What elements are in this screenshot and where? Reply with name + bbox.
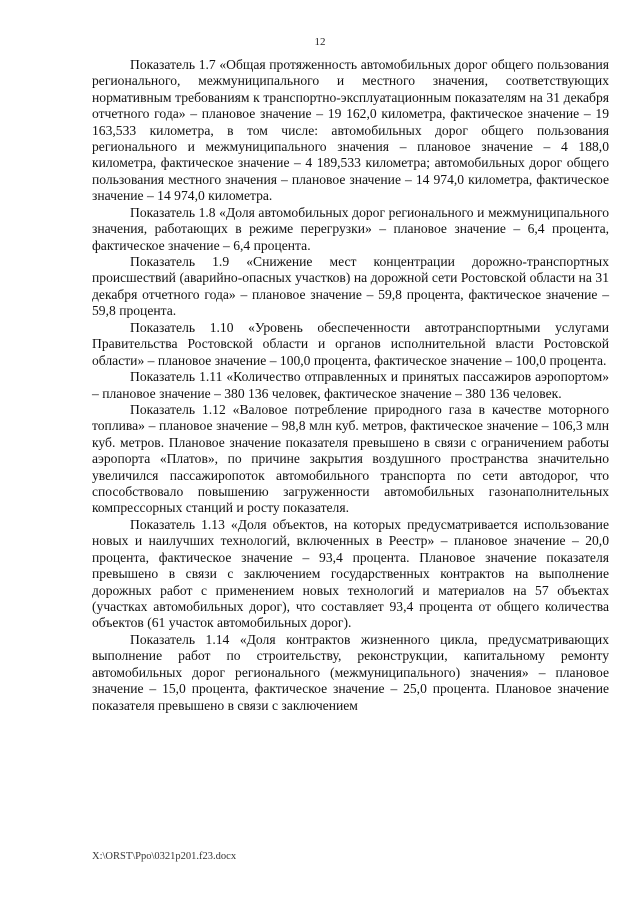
document-body	[92, 57, 609, 714]
paragraph-indicator-1-13: Показатель 1.13 «Доля объектов, на которых предусматривается использование новых и наилучших технологий, включенных в Реестр» – плановое значение – 20,0 процента, фактическое значение – 93,4 процента. Плановое значение показателя превышено в связи с заключением государственных контрактов на выполнение дорожных работ с применением новых технологий и материалов на 57 объектах (участках автомобильных дорог), что составляет 93,4 процента от общего количества объектов (61 участок автомобильных дорог).	[92, 516, 609, 631]
paragraph-indicator-1-12: Показатель 1.12 «Валовое потребление природного газа в качестве моторного топлива» – плановое значение – 98,8 млн куб. метров, фактическое значение – 106,3 млн куб. метров. Плановое значение показателя превышено в связи с ограничением работы аэропорта «Платов», по причине закрытия воздушного пространства значительно увеличился пассажиропоток автомобильного транспорта по сети автодорог, что способствовало повышению загруженности автомобильных газонаполнительных компрессорных станций и росту показателя.	[92, 402, 609, 516]
paragraph-indicator-1-14: Показатель 1.14 «Доля контрактов жизненного цикла, предусматривающих выполнение работ по строительству, реконструкции, капитальному ремонту автомобильных дорог регионального (межмуниципального) значения» – плановое значение – 15,0 процента, фактическое значение – 25,0 процента. Плановое значение показателя превышено в связи с заключением	[92, 631, 609, 713]
paragraph-indicator-1-8: Показатель 1.8 «Доля автомобильных дорог регионального и межмуниципального значения, работающих в режиме перегрузки» – плановое значение – 6,4 процента, фактическое значение – 6,4 процента.	[92, 204, 609, 253]
paragraph-indicator-1-7: Показатель 1.7 «Общая протяженность автомобильных дорог общего пользования регионального, межмуниципального и местного значения, соответствующих нормативным требованиям к транспортно-эксплуатационным показателям на 31 декабря отчетного года» – плановое значение – 19 162,0 километра, фактическое значение – 19 163,533 километра, в том числе: автомобильных дорог общего пользования регионального и межмуниципального значения – плановое значение – 4 188,0 километра, фактическое значение – 4 189,533 километра; автомобильных дорог общего пользования местного значения – плановое значение – 14 974,0 километра, фактическое значение – 14 974,0 километра.	[92, 57, 609, 204]
page-number: 12	[314, 36, 326, 48]
paragraph-indicator-1-9: Показатель 1.9 «Снижение мест концентрации дорожно-транспортных происшествий (аварийно-опасных участков) на дорожной сети Ростовской области на 31 декабря отчетного года» – плановое значение – 59,8 процента, фактическое значение – 59,8 процента.	[92, 254, 609, 319]
paragraph-indicator-1-11: Показатель 1.11 «Количество отправленных и принятых пассажиров аэропортом» – плановое значение – 380 136 человек, фактическое значение – 380 136 человек.	[92, 369, 609, 401]
paragraph-indicator-1-10: Показатель 1.10 «Уровень обеспеченности автотранспортными услугами Правительства Ростовской области и органов исполнительной власти Ростовской области» – плановое значение – 100,0 процента, фактическое значение – 100,0 процента.	[92, 319, 609, 368]
footer-file-path: X:\ORST\Ppo\0321p201.f23.docx	[92, 851, 237, 862]
